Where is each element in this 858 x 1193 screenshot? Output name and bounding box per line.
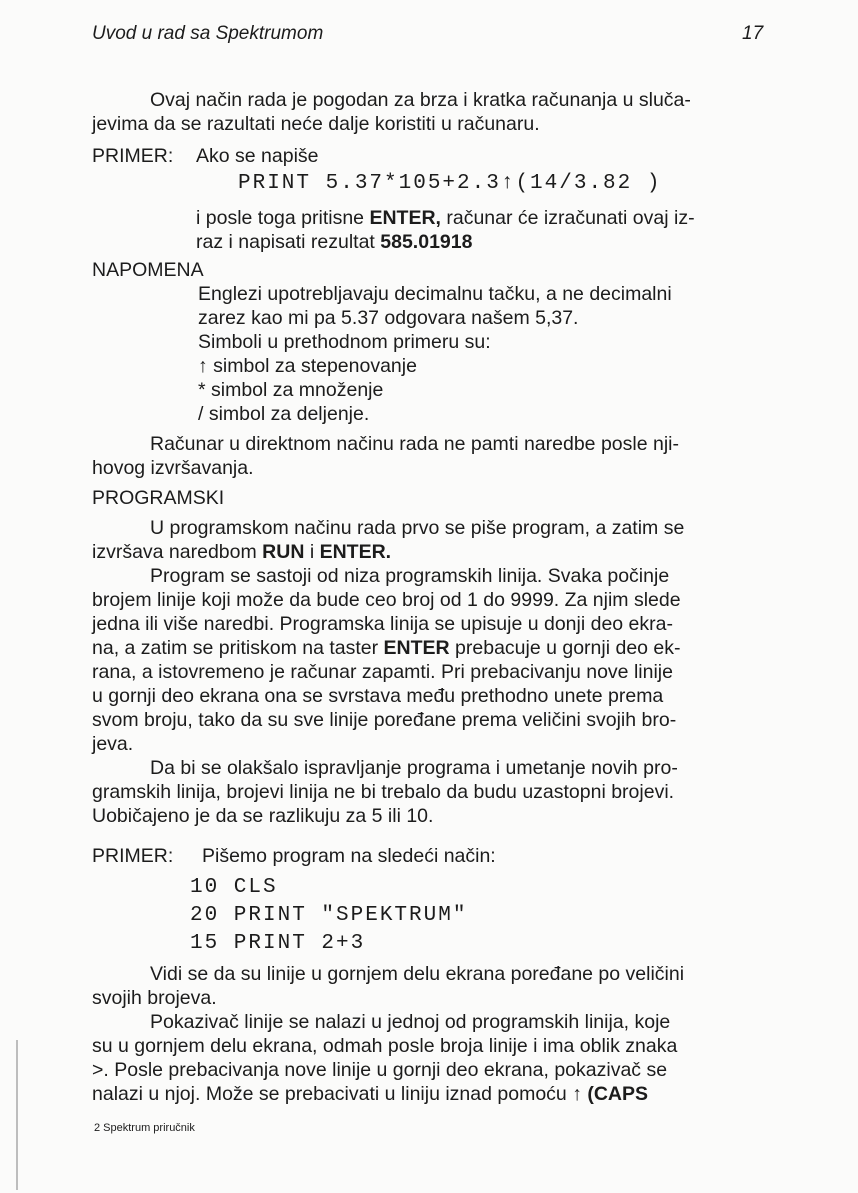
paragraph-line: jedna ili više naredbi. Programska linija se upisuje u donji deo ekra- <box>92 613 673 635</box>
paragraph-line: Pišemo program na sledeći način: <box>202 845 496 867</box>
scan-edge-mark <box>16 1040 18 1190</box>
running-header-title: Uvod u rad sa Spektrumom <box>92 23 324 44</box>
code-line: 15 PRINT 2+3 <box>190 932 366 955</box>
paragraph-line: jeva. <box>92 733 134 755</box>
paragraph-line: gramskih linija, brojevi linija ne bi trebalo da budu uzastopni brojevi. <box>92 781 675 803</box>
paragraph-line: su u gornjem delu ekrana, odmah posle broja linije i ima oblik znaka <box>92 1035 678 1057</box>
primer-heading: PRIMER: <box>92 145 174 167</box>
paragraph-line: Simboli u prethodnom primeru su: <box>198 331 491 353</box>
paragraph-line: / simbol za deljenje. <box>198 403 370 425</box>
paragraph-line: u gornji deo ekrana ona se svrstava među prethodno unete prema <box>92 685 664 707</box>
paragraph-line: hovog izvršavanja. <box>92 457 254 479</box>
section-heading: PROGRAMSKI <box>92 487 225 509</box>
paragraph-line: Ako se napiše <box>196 145 319 167</box>
paragraph-line: ↑ simbol za stepenovanje <box>198 355 417 377</box>
code-line: PRINT 5.37*105+2.3↑(14/3.82 ) <box>238 172 662 195</box>
footer-note: 2 Spektrum priručnik <box>94 1122 195 1134</box>
paragraph-line: izvršava naredbom RUN i ENTER. <box>92 541 392 563</box>
paragraph-line: i posle toga pritisne ENTER, računar će izračunati ovaj iz- <box>196 207 695 229</box>
paragraph-line: Englezi upotrebljavaju decimalnu tačku, a ne decimalni <box>198 283 672 305</box>
paragraph-line: Uobičajeno je da se razlikuju za 5 ili 10. <box>92 805 434 827</box>
paragraph-line: svom broju, tako da su sve linije poređane prema veličini svojih bro- <box>92 709 677 731</box>
page-number: 17 <box>742 23 764 44</box>
paragraph-line: Ovaj način rada je pogodan za brza i kratka računanja u sluča- <box>150 89 691 111</box>
paragraph-line: Vidi se da su linije u gornjem delu ekrana poređane po veličini <box>150 963 685 985</box>
paragraph-line: Pokazivač linije se nalazi u jednoj od programskih linija, koje <box>150 1011 671 1033</box>
code-line: 20 PRINT "SPEKTRUM" <box>190 904 468 927</box>
paragraph-line: brojem linije koji može da bude ceo broj od 1 do 9999. Za njim slede <box>92 589 681 611</box>
paragraph-line: na, a zatim se pritiskom na taster ENTER prebacuje u gornji deo ek- <box>92 637 681 659</box>
paragraph-line: Računar u direktnom načinu rada ne pamti naredbe posle nji- <box>150 433 679 455</box>
paragraph-line: U programskom načinu rada prvo se piše program, a zatim se <box>150 517 685 539</box>
section-heading: NAPOMENA <box>92 259 204 281</box>
paragraph-line: Da bi se olakšalo ispravljanje programa i umetanje novih pro- <box>150 757 678 779</box>
paragraph-line: nalazi u njoj. Može se prebacivati u liniju iznad pomoću ↑ (CAPS <box>92 1083 649 1105</box>
paragraph-line: svojih brojeva. <box>92 987 217 1009</box>
paragraph-line: rana, a istovremeno je računar zapamti. Pri prebacivanju nove linije <box>92 661 673 683</box>
paragraph-line: Program se sastoji od niza programskih linija. Svaka počinje <box>150 565 670 587</box>
paragraph-line: >. Posle prebacivanja nove linije u gornji deo ekrana, pokazivač se <box>92 1059 668 1081</box>
primer-heading: PRIMER: <box>92 845 174 867</box>
paragraph-line: * simbol za množenje <box>198 379 384 401</box>
paragraph-line: zarez kao mi pa 5.37 odgovara našem 5,37. <box>198 307 579 329</box>
paragraph-line: raz i napisati rezultat 585.01918 <box>196 231 473 253</box>
paragraph-line: jevima da se razultati neće dalje koristiti u računaru. <box>92 113 540 135</box>
code-line: 10 CLS <box>190 876 278 899</box>
